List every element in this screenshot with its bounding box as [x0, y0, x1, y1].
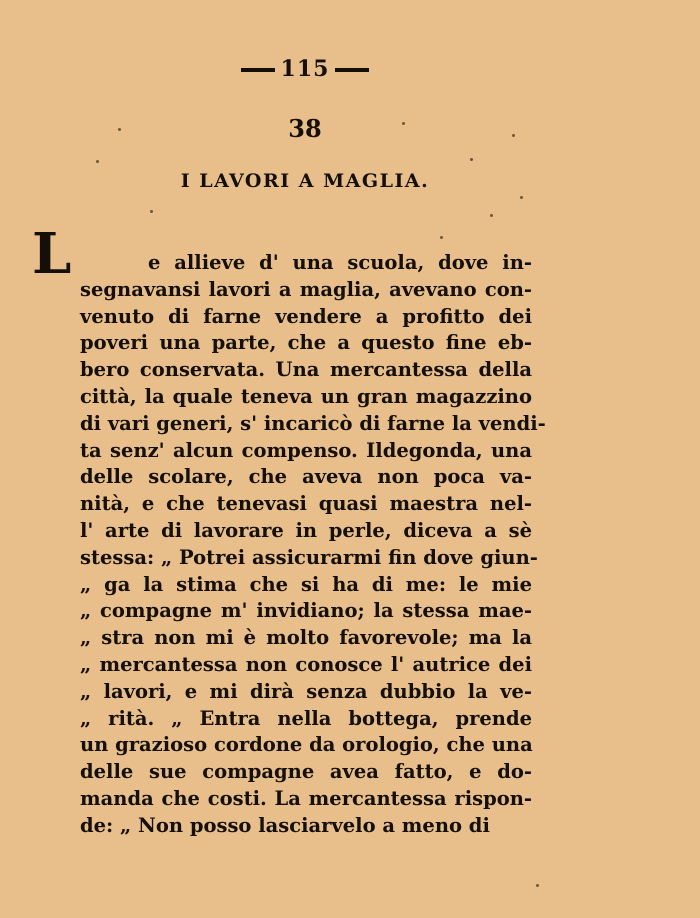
text-line: „ compagne m' invidiano; la stessa mae-: [80, 599, 532, 623]
print-speck: [402, 122, 405, 125]
text-line: delle sue compagne avea fatto, e do-: [80, 760, 532, 784]
text-line: un grazioso cordone da orologio, che una: [80, 733, 533, 757]
text-line: e allieve d' una scuola, dove in-: [148, 251, 532, 274]
text-line: „ lavori, e mi dirà senza dubbio la ve-: [80, 679, 532, 703]
print-speck: [118, 128, 121, 131]
text-line: de: „ Non posso lasciarvelo a meno di: [80, 813, 490, 837]
print-speck: [536, 884, 539, 887]
print-speck: [440, 236, 443, 239]
text-line: ta senz' alcun compenso. Ildegonda, una: [80, 438, 532, 462]
chapter-title: I LAVORI A MAGLIA.: [180, 170, 430, 192]
chapter-number: 38: [288, 114, 322, 143]
body-text: [80, 250, 546, 840]
print-speck: [490, 214, 493, 217]
text-line: „ stra non mi è molto favorevole; ma la: [80, 626, 532, 650]
page-number: [0, 56, 610, 82]
text-line: stessa: „ Potrei assicurarmi fin dove giun-: [80, 545, 538, 569]
print-speck: [150, 210, 153, 213]
text-line: manda che costi. La mercantessa rispon-: [80, 786, 532, 810]
print-speck: [96, 160, 99, 163]
text-line: nità, e che tenevasi quasi maestra nel-: [80, 492, 532, 516]
text-line: l' arte di lavorare in perle, diceva a sè: [80, 518, 532, 542]
text-line: poveri una parte, che a questo fine eb-: [80, 331, 532, 355]
print-speck: [470, 158, 473, 161]
text-line: di vari generi, s' incaricò di farne la vendi-: [80, 411, 546, 435]
left-dash-ornament: [241, 68, 275, 72]
text-line: „ rità. „ Entra nella bottega, prende: [80, 706, 532, 730]
drop-cap-letter: L: [32, 221, 72, 287]
text-line: „ ga la stima che si ha di me: le mie: [80, 572, 532, 596]
text-line: città, la quale teneva un gran magazzino: [80, 384, 532, 408]
text-line: delle scolare, che aveva non poca va-: [80, 465, 532, 489]
text-line: venuto di farne vendere a profitto dei: [80, 304, 532, 328]
right-dash-ornament: [335, 68, 369, 72]
text-line: segnavansi lavori a maglia, avevano con-: [80, 277, 532, 301]
print-speck: [520, 196, 523, 199]
text-line: „ mercantessa non conosce l' autrice dei: [80, 652, 532, 676]
print-speck: [512, 134, 515, 137]
page-number-text: 115: [280, 56, 330, 82]
text-line: bero conservata. Una mercantessa della: [80, 358, 532, 382]
